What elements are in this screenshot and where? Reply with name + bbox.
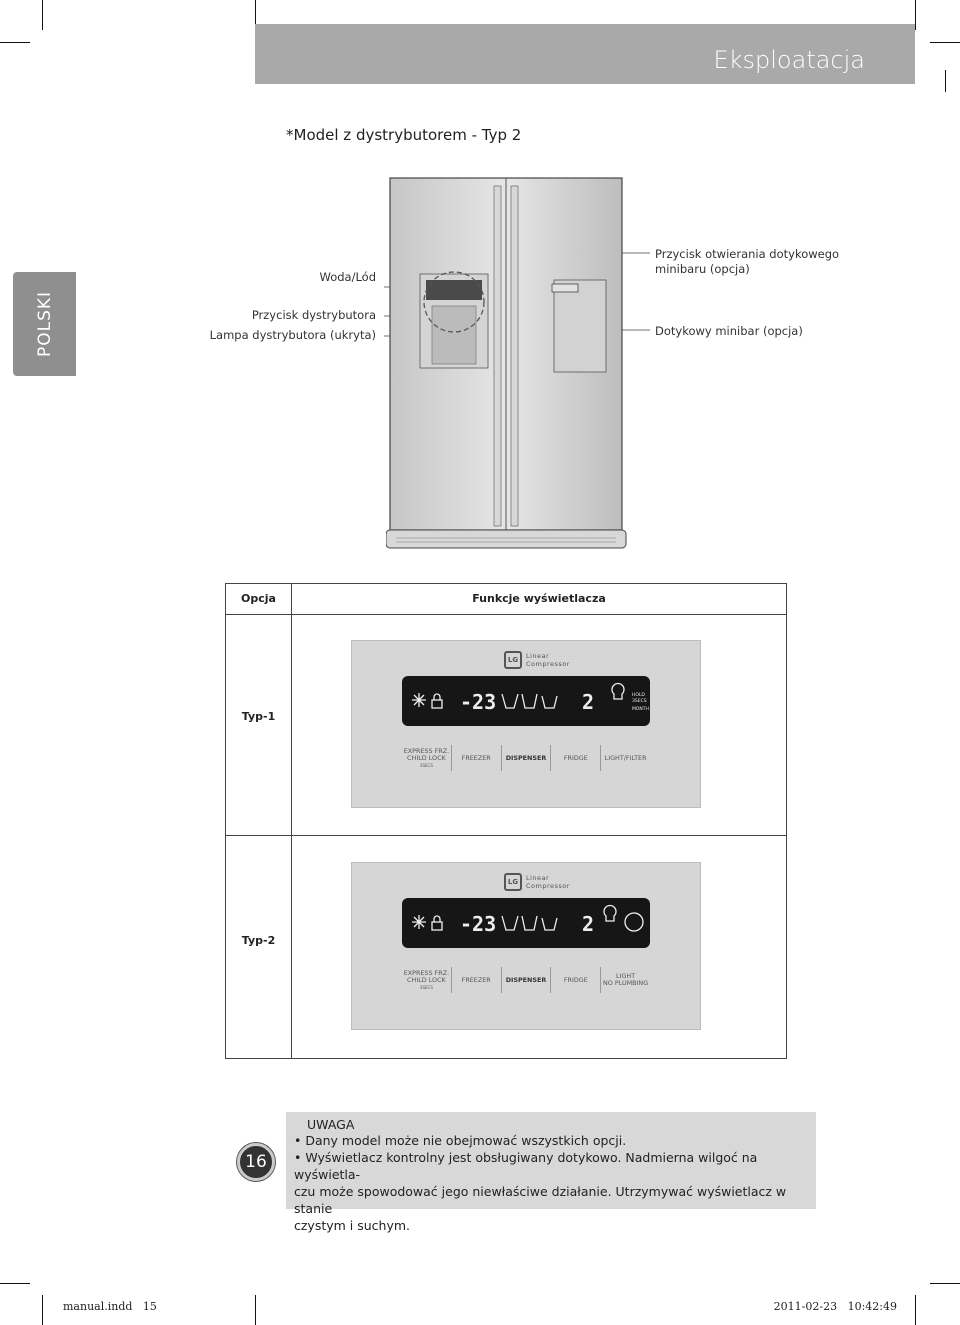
freezer-button[interactable]: FREEZER	[452, 745, 502, 771]
cubed-ice-icon	[502, 694, 518, 708]
display-panel-typ2	[351, 862, 701, 1030]
display-panel-typ1	[351, 640, 701, 808]
callout-touch-minibar: Dotykowy minibar (opcja)	[655, 324, 803, 338]
express-frz-button[interactable]	[402, 745, 452, 771]
crushed-ice-icon	[542, 696, 557, 708]
logo-text-line1: Linear	[526, 874, 550, 882]
crop-mark	[930, 1283, 960, 1284]
express-freeze-icon	[412, 693, 426, 707]
button-label: 3SECS	[419, 762, 433, 768]
language-tab-label: POLSKI	[34, 290, 55, 358]
button-row	[402, 745, 650, 771]
lcd-fridge-temp: 2	[582, 912, 595, 936]
note-title: UWAGA	[307, 1117, 355, 1132]
lcd-hold-label: HOLD	[632, 693, 645, 698]
model-subtitle: *Model z dystrybutorem - Typ 2	[286, 126, 522, 144]
fridge-button[interactable]: FRIDGE	[551, 967, 601, 993]
dispenser-button[interactable]: DISPENSER	[502, 967, 552, 993]
dispenser-button[interactable]: DISPENSER	[502, 745, 552, 771]
freezer-button[interactable]: FREEZER	[452, 967, 502, 993]
logo-text-line1: Linear	[526, 652, 550, 660]
light-button[interactable]	[601, 967, 650, 993]
callout-dispenser-lamp: Lampa dystrybutora (ukryta)	[209, 328, 376, 342]
callout-minibar-open-line2: minibaru (opcja)	[655, 262, 750, 276]
column-header-option: Opcja	[241, 592, 276, 605]
express-frz-button[interactable]	[402, 967, 452, 993]
linear-compressor-logo	[504, 651, 570, 669]
crop-mark	[42, 1295, 43, 1325]
footer-file-info: manual.indd 15	[63, 1300, 157, 1313]
button-label: EXPRESS FRZ.	[403, 746, 450, 755]
note-line: • Dany model może nie obejmować wszystkich opcji.	[294, 1133, 627, 1148]
lcd-display	[402, 676, 650, 726]
footer-timestamp: 2011-02-23 10:42:49	[773, 1300, 897, 1313]
button-label: NO PLUMBING	[603, 979, 649, 987]
callout-minibar-open-line1: Przycisk otwierania dotykowego	[655, 247, 840, 261]
logo-text-line2: Compressor	[526, 882, 570, 890]
fridge-button[interactable]: FRIDGE	[551, 745, 601, 771]
callout-water-ice: Woda/Lód	[319, 270, 376, 284]
display-options-table	[225, 583, 787, 1059]
water-icon	[522, 694, 537, 708]
crop-mark	[255, 1295, 256, 1325]
lg-logo-mark: LG	[504, 651, 522, 669]
no-plumbing-icon	[625, 913, 643, 931]
lock-icon	[432, 922, 442, 930]
button-label: LIGHT	[616, 972, 636, 980]
button-row	[402, 967, 650, 993]
lcd-freezer-temp: -23	[460, 912, 497, 936]
lcd-month-label: MONTH	[632, 707, 649, 712]
crushed-ice-icon	[542, 918, 557, 930]
lg-logo-mark: LG	[504, 873, 522, 891]
row-label-typ1: Typ-1	[241, 710, 276, 723]
column-header-functions: Funkcje wyświetlacza	[472, 592, 606, 605]
cubed-ice-icon	[502, 916, 518, 930]
button-label: CHILD LOCK	[407, 975, 446, 984]
water-icon	[522, 916, 537, 930]
row-label-typ2: Typ-2	[241, 934, 276, 947]
note-line: czystym i suchym.	[294, 1218, 411, 1233]
button-label: 3SECS	[419, 984, 433, 990]
logo-text-line2: Compressor	[526, 660, 570, 668]
crop-mark	[915, 1295, 916, 1325]
button-label: CHILD LOCK	[407, 753, 446, 762]
note-box	[286, 1112, 816, 1233]
button-label: EXPRESS FRZ.	[403, 968, 450, 977]
callout-dispenser-button: Przycisk dystrybutora	[251, 308, 376, 322]
lcd-fridge-temp: 2	[582, 690, 595, 714]
lock-icon	[432, 700, 442, 708]
express-freeze-icon	[412, 915, 426, 929]
light-filter-button[interactable]: LIGHT/FILTER	[604, 753, 647, 762]
light-bulb-icon	[604, 906, 616, 921]
page-number-badge: 16	[237, 1143, 275, 1181]
lcd-display	[402, 898, 650, 948]
lcd-freezer-temp: -23	[460, 690, 497, 714]
note-line: • Wyświetlacz kontrolny jest obsługiwany dotykowo. Nadmierna wilgoć na wyświetla-	[294, 1150, 758, 1182]
note-line: czu może spowodować jego niewłaściwe działanie. Utrzymywać wyświetlacz w stanie	[294, 1184, 787, 1216]
refrigerator-illustration	[386, 176, 654, 552]
linear-compressor-logo	[504, 873, 570, 891]
page-title: Eksploatacja	[713, 46, 865, 74]
crop-mark	[0, 1283, 30, 1284]
lcd-3secs-label: 3SECS	[632, 699, 647, 704]
